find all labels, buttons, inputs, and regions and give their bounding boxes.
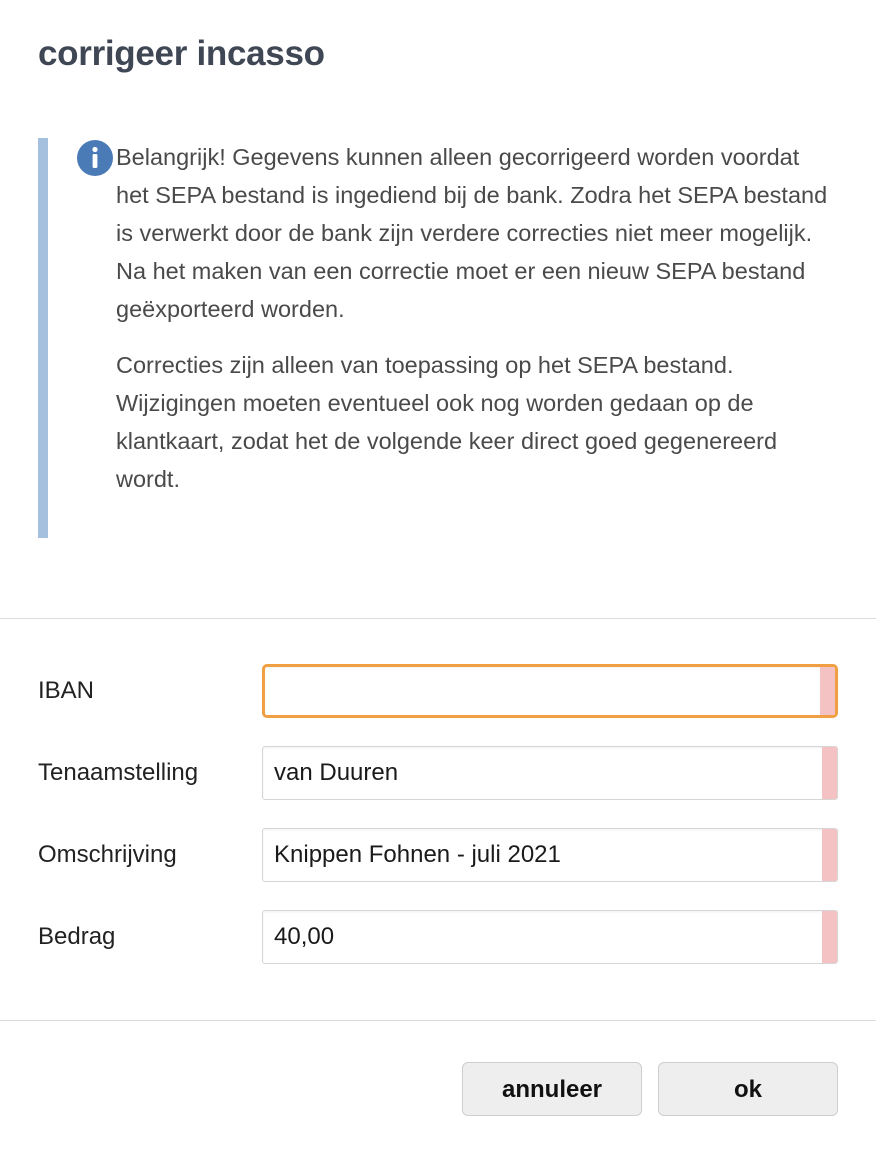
dialog-title: corrigeer incasso — [38, 34, 325, 73]
iban-label: IBAN — [38, 677, 95, 704]
cancel-button[interactable]: annuleer — [462, 1062, 642, 1116]
required-marker — [822, 747, 837, 799]
iban-field-wrapper — [262, 664, 838, 718]
tenaamstelling-label: Tenaamstelling — [38, 759, 199, 786]
required-marker — [822, 911, 837, 963]
omschrijving-row — [38, 828, 838, 882]
bedrag-label: Bedrag — [38, 923, 116, 950]
bedrag-input[interactable] — [263, 911, 823, 963]
info-paragraph-important: Belangrijk! Gegevens kunnen alleen gecorrigeerd worden voordat het SEPA bestand is ingediend bij de bank. Zodra het SEPA bestand is verwerkt door de bank zijn verdere correcties niet meer mogelijk. Na het maken van een correctie moet er een nieuw SEPA bestand geëxporteerd worden. — [116, 144, 828, 322]
required-marker — [820, 667, 835, 715]
iban-input[interactable] — [265, 667, 825, 715]
info-text — [116, 138, 836, 498]
info-paragraph-scope: Correcties zijn alleen van toepassing op het SEPA bestand. Wijzigingen moeten eventueel ook nog worden gedaan op de klantkaart, zodat het de volgende keer direct goed gegenereerd wordt. — [116, 352, 778, 492]
tenaamstelling-input[interactable] — [263, 747, 823, 799]
info-notice — [38, 138, 828, 538]
tenaamstelling-field-wrapper — [262, 746, 838, 800]
omschrijving-input[interactable] — [263, 829, 823, 881]
iban-row — [38, 664, 838, 718]
tenaamstelling-row — [38, 746, 838, 800]
required-marker — [822, 829, 837, 881]
bedrag-field-wrapper — [262, 910, 838, 964]
info-icon — [77, 140, 113, 176]
ok-button[interactable]: ok — [658, 1062, 838, 1116]
omschrijving-field-wrapper — [262, 828, 838, 882]
omschrijving-label: Omschrijving — [38, 841, 177, 868]
bedrag-row — [38, 910, 838, 964]
header-divider — [0, 618, 876, 619]
footer-divider — [0, 1020, 876, 1021]
